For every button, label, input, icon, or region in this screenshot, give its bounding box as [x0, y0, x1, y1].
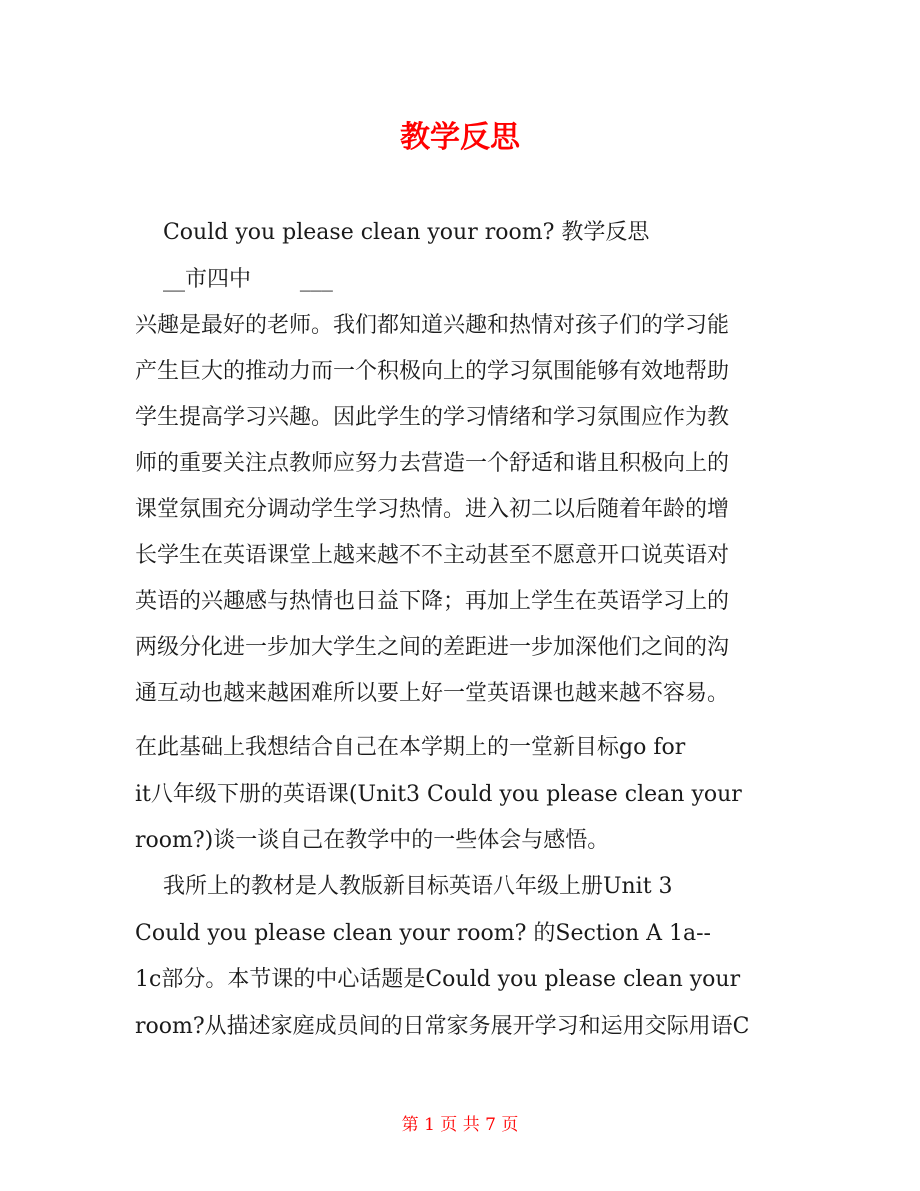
body-line: 1c部分。本节课的中心话题是Could you please clean your	[135, 967, 741, 992]
body-line: 产生巨大的推动力而一个积极向上的学习氛围能够有效地帮助	[135, 359, 730, 384]
body-line: 英语的兴趣感与热情也日益下降；再加上学生在英语学习上的	[135, 589, 730, 614]
body-line: 通互动也越来越困难所以要上好一堂英语课也越来越不容易。	[135, 681, 730, 706]
body-line: 兴趣是最好的老师。我们都知道兴趣和热情对孩子们的学习能	[135, 313, 730, 338]
body-line: room?)谈一谈自己在教学中的一些体会与感悟。	[135, 828, 610, 853]
body-line: 课堂氛围充分调动学生学习热情。进入初二以后随着年龄的增	[135, 497, 730, 522]
page-footer: 第 1 页 共 7 页	[401, 1115, 519, 1135]
body-line: 学生提高学习兴趣。因此学生的学习情绪和学习氛围应作为教	[135, 405, 730, 430]
body-line: 两级分化进一步加大学生之间的差距进一步加深他们之间的沟	[135, 635, 730, 660]
heading-line: Could you please clean your room? 教学反思	[135, 220, 650, 245]
body-line: Could you please clean your room? 的Section A 1a--	[135, 921, 711, 946]
body-line: 在此基础上我想结合自己在本学期上的一堂新目标go for	[135, 735, 686, 760]
document-title: 教学反思	[400, 120, 520, 155]
body-line: 长学生在英语课堂上越来越不不主动甚至不愿意开口说英语对	[135, 543, 730, 568]
body-line: room?从描述家庭成员间的日常家务展开学习和运用交际用语C	[135, 1014, 750, 1039]
author-line: __市四中 ___	[135, 267, 333, 292]
body-line: 师的重要关注点教师应努力去营造一个舒适和谐且积极向上的	[135, 451, 730, 476]
body-line: it八年级下册的英语课(Unit3 Could you please clean your	[135, 782, 742, 807]
body-line: 我所上的教材是人教版新目标英语八年级上册Unit 3	[135, 874, 673, 899]
